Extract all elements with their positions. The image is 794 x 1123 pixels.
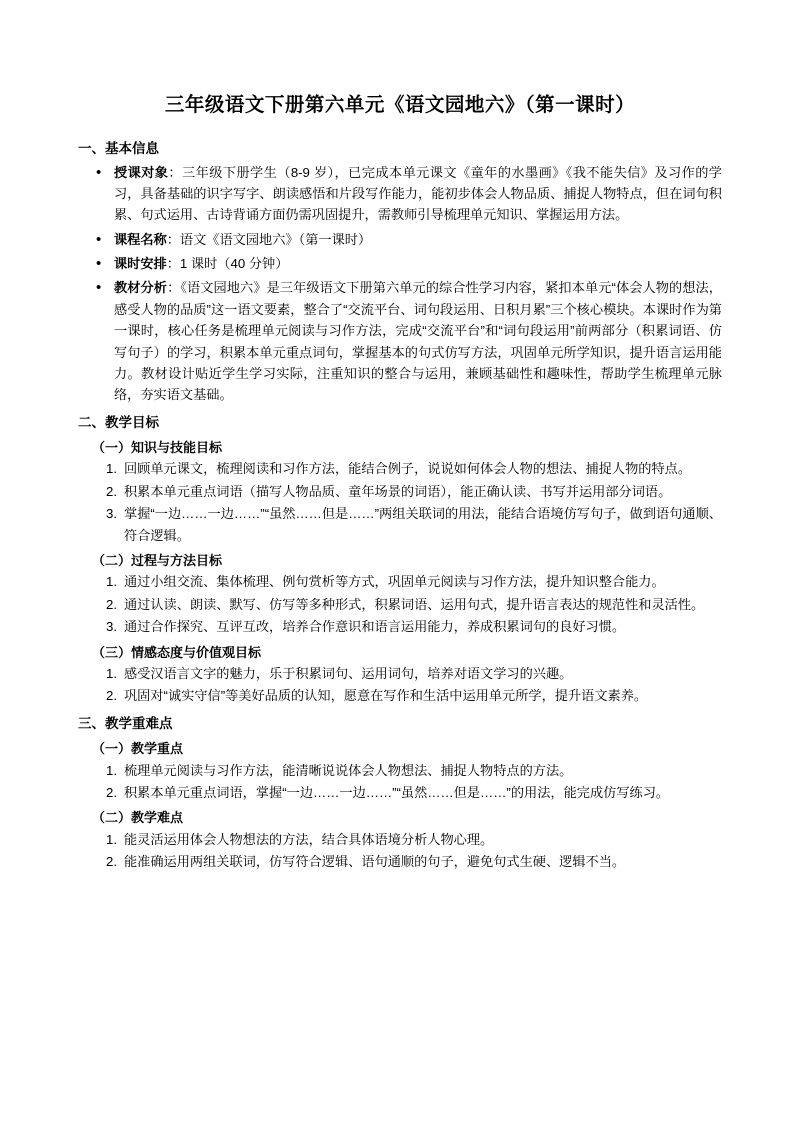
objectives-values-list <box>78 663 722 707</box>
list-item: 通过小组交流、集体梳理、例句赏析等方式，巩固单元阅读与习作方法，提升知识整合能力。 <box>124 574 665 590</box>
section-heading: 三、教学重难点 <box>78 715 173 731</box>
difficult-points-list <box>78 829 722 873</box>
section-heading: 一、基本信息 <box>78 141 159 157</box>
subsection-heading: （三）情感态度与价值观目标 <box>92 644 262 660</box>
subsection-heading: （一）教学重点 <box>92 741 184 757</box>
key-points-list <box>78 760 722 804</box>
section-teaching-objectives <box>78 413 722 707</box>
list-item: 积累本单元重点词语（描写人物品质、童年场景的词语），能正确认读、书写并运用部分词语。 <box>124 483 672 499</box>
list-item-text: ：《语文园地六》是三年级语文下册第六单元的综合性学习内容，紧扣本单元“体会人物的想法，感受人物的品质”这一语文要素，整合了“交流平台、词句段运用、日积月累”三个核心模块。本课时作为第一课时，核心任务是梳理单元阅读与习作方法，完成“交流平台”和“词句段运用”前两部分（积累词语、仿写句子）的学习，积累本单元重点词句，掌握基本的句式仿写方法，巩固单元所学知识，提升语言运用能力。教材设计贴近学生学习实际，注重知识的整合与运用，兼顾基础性和趣味性，帮助学生梳理单元脉络，夯实语文基础。 <box>114 280 722 403</box>
list-item-text: ：三年级下册学生（8-9 岁），已完成本单元课文《童年的水墨画》《我不能失信》及习作的学习，具备基础的识字写字、朗读感悟和片段写作能力，能初步体会人物品质、捕捉人物特点，但在词句积累、句式运用、古诗背诵方面仍需巩固提升，需教师引导梳理单元知识、掌握运用方法。 <box>114 164 722 223</box>
section-heading: 二、教学目标 <box>78 414 159 430</box>
list-item-label: 课程名称 <box>114 231 167 247</box>
list-item-text: ：1 课时（40 分钟） <box>166 256 289 272</box>
list-item-label: 授课对象 <box>114 164 169 180</box>
list-item: 巩固对“诚实守信”等美好品质的认知，愿意在写作和生活中运用单元所学，提升语文素养。 <box>124 688 648 704</box>
basic-info-list <box>78 162 722 406</box>
list-item <box>78 229 722 250</box>
list-item-label: 课时安排 <box>114 256 167 272</box>
list-item: 通过认读、朗读、默写、仿写等多种形式，积累词语、运用句式，提升语言表达的规范性和灵活性。 <box>124 596 705 612</box>
list-item: 能准确运用两组关联词，仿写符合逻辑、语句通顺的句子，避免句式生硬、逻辑不当。 <box>124 854 626 870</box>
list-item-label: 教材分析 <box>114 280 168 296</box>
list-item: 回顾单元课文，梳理阅读和习作方法，能结合例子，说说如何体会人物的想法、捕捉人物的特点。 <box>124 461 692 477</box>
list-item: 感受汉语言文字的魅力，乐于积累词句、运用词句，培养对语文学习的兴趣。 <box>124 666 573 682</box>
list-item: 积累本单元重点词语，掌握“一边……一边……”“虽然……但是……”的用法，能完成仿写练习。 <box>124 784 670 800</box>
section-basic-info <box>78 139 722 405</box>
list-item-text: ：语文《语文园地六》（第一课时） <box>166 231 372 247</box>
subsection-heading: （一）知识与技能目标 <box>92 439 223 455</box>
objectives-process-list <box>78 571 722 637</box>
page-title: 三年级语文下册第六单元《语文园地六》（第一课时） <box>164 94 636 116</box>
list-item: 梳理单元阅读与习作方法，能清晰说说体会人物想法、捕捉人物特点的方法。 <box>124 762 573 778</box>
objectives-knowledge-list <box>78 458 722 546</box>
list-item <box>78 162 722 226</box>
list-item: 能灵活运用体会人物想法的方法，结合具体语境分析人物心理。 <box>124 831 494 847</box>
subsection-heading: （二）教学难点 <box>92 810 184 826</box>
list-item <box>78 277 722 405</box>
subsection-heading: （二）过程与方法目标 <box>92 552 223 568</box>
list-item: 通过合作探究、互评互改，培养合作意识和语言运用能力，养成积累词句的良好习惯。 <box>124 619 626 635</box>
section-key-difficulties <box>78 714 722 873</box>
list-item <box>78 253 722 274</box>
list-item: 掌握“一边……一边……”“虽然……但是……”两组关联词的用法，能结合语境仿写句子，做到语句通顺、符合逻辑。 <box>124 506 722 543</box>
